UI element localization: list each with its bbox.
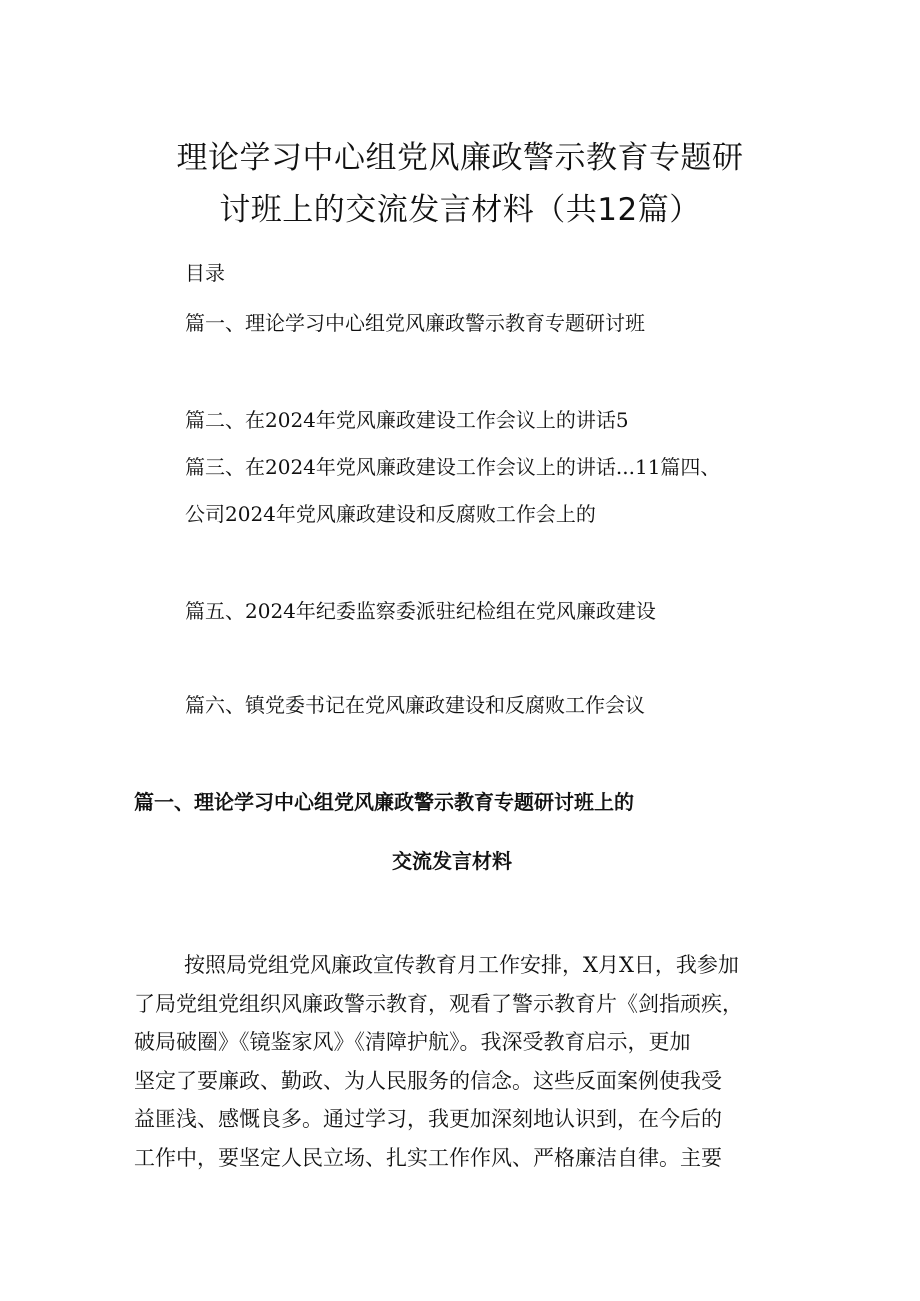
- toc-item[interactable]: 篇五、2024年纪委监察委派驻纪检组在党风廉政建设: [185, 599, 656, 623]
- paragraph-line: 益匪浅、感慨良多。通过学习，我更加深刻地认识到，在今后的: [134, 1107, 722, 1131]
- paragraph-line: 了局党组党组织风廉政警示教育，观看了警示教育片《剑指顽疾，: [134, 991, 743, 1016]
- toc-item[interactable]: 公司2024年党风廉政建设和反腐败工作会上的: [185, 502, 596, 526]
- document-title-line-2: 讨班上的交流发言材料（共12篇）: [219, 192, 701, 228]
- paragraph-line: 坚定了要廉政、勤政、为人民服务的信念。这些反面案例使我受: [134, 1068, 722, 1093]
- paragraph-line: 按照局党组党风廉政宣传教育月工作安排，X月X日，我参加: [184, 953, 739, 977]
- section-paragraph: [134, 946, 794, 1177]
- paragraph-line: 工作中，要坚定人民立场、扎实工作作风、严格廉洁自律。主要: [134, 1145, 722, 1170]
- section-heading-line-1: 篇一、理论学习中心组党风廉政警示教育专题研讨班上的: [134, 790, 634, 814]
- toc-label: 目录: [185, 261, 225, 285]
- document-title-line-1: 理论学习中心组党风廉政警示教育专题研: [176, 140, 744, 176]
- toc-item[interactable]: 篇二、在2024年党风廉政建设工作会议上的讲话5: [185, 408, 629, 432]
- toc-item[interactable]: 篇一、理论学习中心组党风廉政警示教育专题研讨班: [185, 311, 645, 335]
- paragraph-line: 破局破圈》《镜鉴家风》《清障护航》。我深受教育启示，更加: [134, 1030, 691, 1054]
- toc-item[interactable]: 篇六、镇党委书记在党风廉政建设和反腐败工作会议: [185, 693, 645, 717]
- toc-item[interactable]: 篇三、在2024年党风廉政建设工作会议上的讲话...11篇四、: [185, 455, 721, 479]
- section-heading-line-2: 交流发言材料: [392, 849, 512, 873]
